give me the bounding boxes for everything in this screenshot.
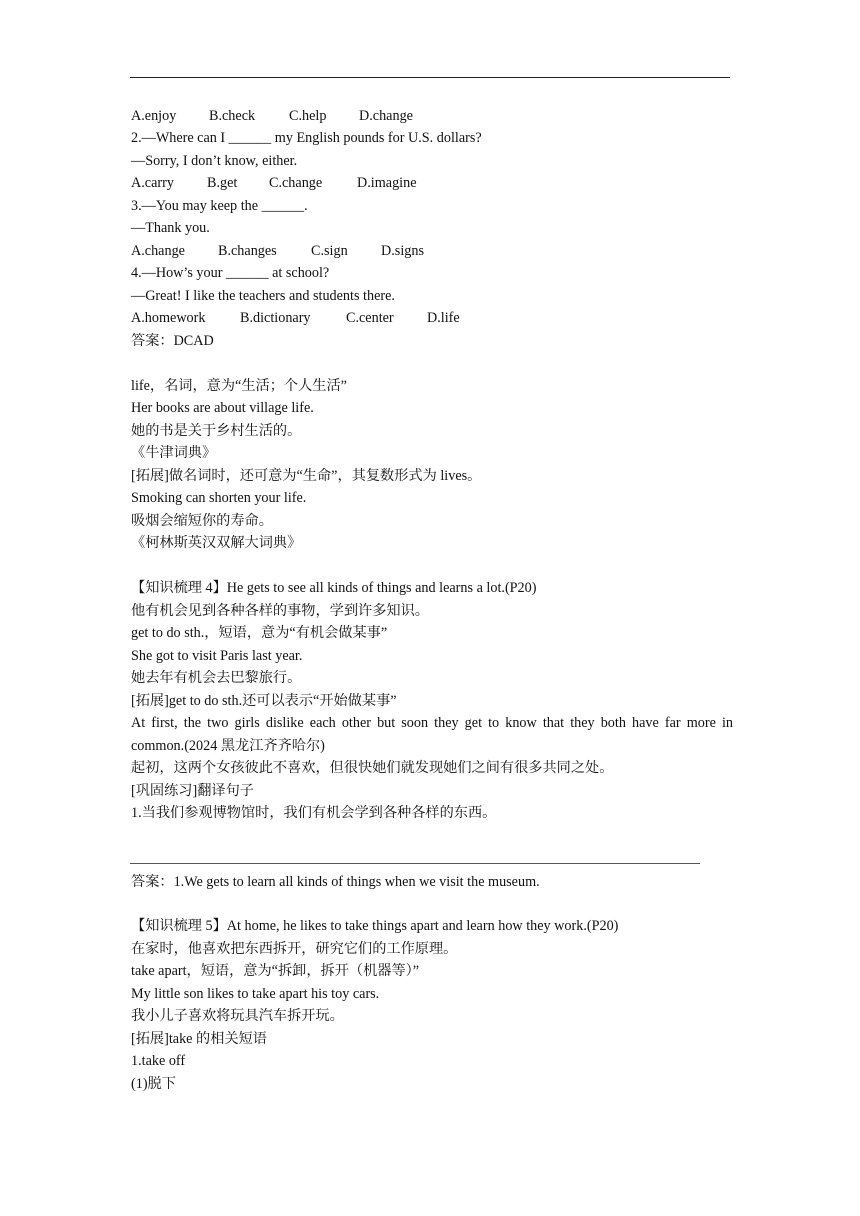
- life-source-2: 《柯林斯英汉双解大词典》: [131, 535, 302, 551]
- life-example2-zh: 吸烟会缩短你的寿命。: [131, 513, 273, 529]
- life-example2-en: Smoking can shorten your life.: [131, 490, 307, 506]
- point4-example-zh: 她去年有机会去巴黎旅行。: [131, 670, 302, 686]
- option: B.get: [207, 175, 238, 191]
- point5-translation: 在家时，他喜欢把东西拆开，研究它们的工作原理。: [131, 941, 458, 957]
- q4-options: [131, 309, 460, 327]
- point4-translation: 他有机会见到各种各样的事物，学到许多知识。: [131, 603, 429, 619]
- answer-blank-line: [130, 863, 700, 864]
- option: A.enjoy: [131, 108, 177, 124]
- point4-practice-label: [巩固练习]翻译句子: [131, 783, 254, 799]
- option: A.change: [131, 243, 185, 259]
- point5-heading: 【知识梳理 5】At home, he likes to take things apart and learn how they work.(P20): [131, 918, 619, 934]
- answer-key: 答案：DCAD: [131, 333, 214, 349]
- life-example-en: Her books are about village life.: [131, 400, 314, 416]
- life-example-zh: 她的书是关于乡村生活的。: [131, 423, 302, 439]
- q2-options: [131, 174, 417, 192]
- point4-extension: [拓展]get to do sth.还可以表示“开始做某事”: [131, 693, 397, 709]
- point4-practice-item: 1.当我们参观博物馆时，我们有机会学到各种各样的东西。: [131, 805, 497, 821]
- option: A.carry: [131, 175, 174, 191]
- point4-example2-en: At first, the two girls dislike each other but soon they get to know that they both have far more in common.(2024 黑龙江齐齐哈尔): [131, 715, 733, 754]
- point5-extension: [拓展]take 的相关短语: [131, 1031, 267, 1047]
- option: D.signs: [381, 243, 424, 259]
- point4-example2-zh: 起初，这两个女孩彼此不喜欢，但很快她们就发现她们之间有很多共同之处。: [131, 760, 614, 776]
- point4-answer: 答案：1.We gets to learn all kinds of things when we visit the museum.: [131, 874, 540, 890]
- point4-definition: get to do sth.，短语，意为“有机会做某事”: [131, 625, 388, 641]
- option: C.change: [269, 175, 323, 191]
- header-rule: [130, 77, 730, 78]
- option: D.change: [359, 108, 413, 124]
- q2-stem: 2.—Where can I ______ my English pounds for U.S. dollars?: [131, 130, 482, 146]
- q3-options: [131, 242, 424, 260]
- option: C.sign: [311, 243, 348, 259]
- option: C.center: [346, 310, 394, 326]
- option: D.life: [427, 310, 460, 326]
- q4-reply: —Great! I like the teachers and students there.: [131, 288, 395, 304]
- q1-options: [131, 107, 413, 125]
- point4-heading: 【知识梳理 4】He gets to see all kinds of things and learns a lot.(P20): [131, 580, 537, 596]
- point5-example-en: My little son likes to take apart his toy cars.: [131, 986, 380, 1002]
- option: A.homework: [131, 310, 206, 326]
- point5-example-zh: 我小儿子喜欢将玩具汽车拆开玩。: [131, 1008, 344, 1024]
- point4-example-en: She got to visit Paris last year.: [131, 648, 303, 664]
- q3-reply: —Thank you.: [131, 220, 210, 236]
- q3-stem: 3.—You may keep the ______.: [131, 198, 308, 214]
- option: B.dictionary: [240, 310, 311, 326]
- life-source-1: 《牛津词典》: [131, 445, 217, 461]
- point5-definition: take apart，短语，意为“拆卸，拆开（机器等）”: [131, 963, 420, 979]
- life-definition: life，名词，意为“生活；个人生活”: [131, 378, 347, 394]
- point5-item-1-sense: (1)脱下: [131, 1076, 176, 1092]
- q2-reply: —Sorry, I don’t know, either.: [131, 153, 298, 169]
- point5-item-1: 1.take off: [131, 1053, 186, 1069]
- life-extension: [拓展]做名词时，还可意为“生命”，其复数形式为 lives。: [131, 468, 482, 484]
- option: D.imagine: [357, 175, 417, 191]
- option: C.help: [289, 108, 327, 124]
- q4-stem: 4.—How’s your ______ at school?: [131, 265, 330, 281]
- option: B.check: [209, 108, 256, 124]
- option: B.changes: [218, 243, 277, 259]
